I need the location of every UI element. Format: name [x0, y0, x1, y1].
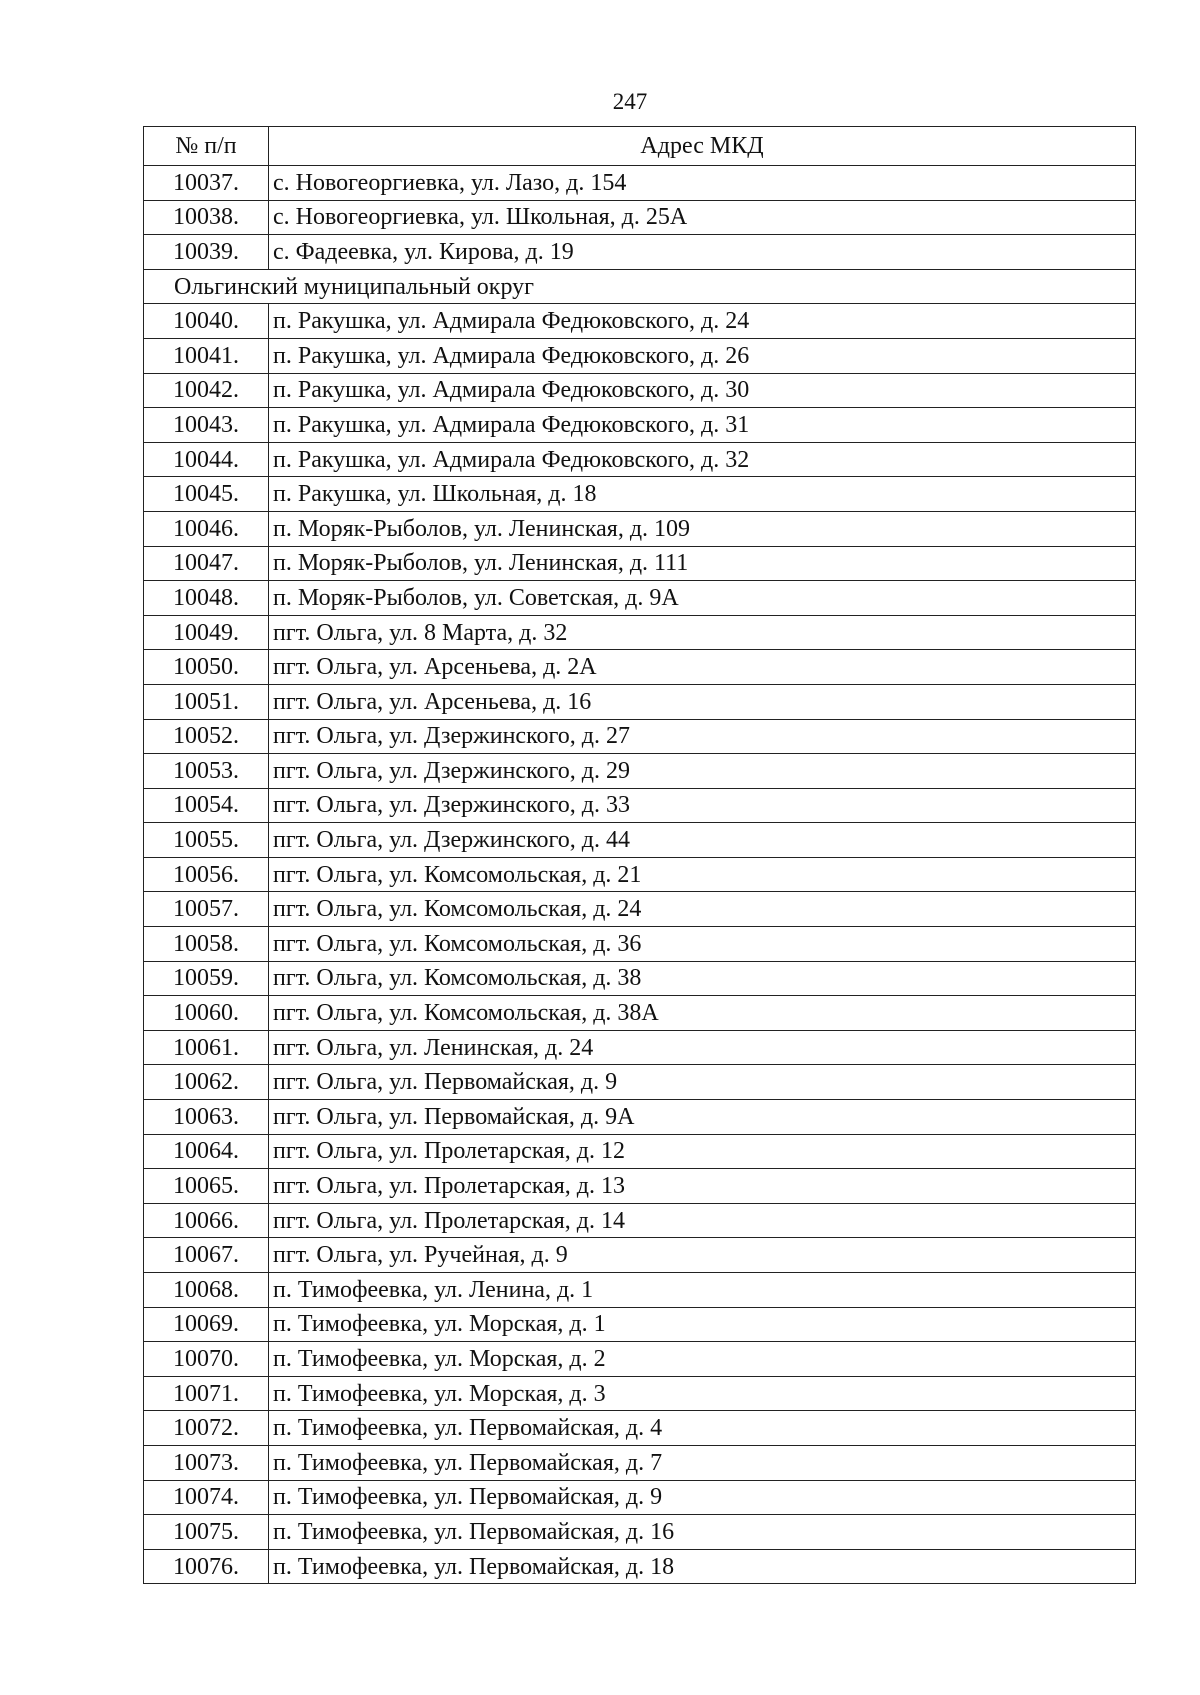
row-address: п. Ракушка, ул. Адмирала Федюковского, д. 26	[269, 338, 1136, 373]
row-number: 10044.	[144, 442, 269, 477]
row-number: 10053.	[144, 754, 269, 789]
table-row	[144, 1030, 1136, 1065]
row-address: п. Тимофеевка, ул. Морская, д. 2	[269, 1342, 1136, 1377]
row-number: 10047.	[144, 546, 269, 581]
row-address: п. Тимофеевка, ул. Первомайская, д. 16	[269, 1515, 1136, 1550]
row-address: пгт. Ольга, ул. Комсомольская, д. 38А	[269, 996, 1136, 1031]
row-number: 10045.	[144, 477, 269, 512]
row-number: 10074.	[144, 1480, 269, 1515]
row-number: 10046.	[144, 511, 269, 546]
row-number: 10063.	[144, 1100, 269, 1135]
row-number: 10057.	[144, 892, 269, 927]
row-address: пгт. Ольга, ул. Комсомольская, д. 36	[269, 927, 1136, 962]
section-title: Ольгинский муниципальный округ	[144, 269, 1136, 304]
row-address: п. Тимофеевка, ул. Морская, д. 1	[269, 1307, 1136, 1342]
row-address: п. Ракушка, ул. Адмирала Федюковского, д. 24	[269, 304, 1136, 339]
row-number: 10062.	[144, 1065, 269, 1100]
row-address: пгт. Ольга, ул. Комсомольская, д. 38	[269, 961, 1136, 996]
table-row	[144, 684, 1136, 719]
row-address: пгт. Ольга, ул. Арсеньева, д. 2А	[269, 650, 1136, 685]
row-number: 10058.	[144, 927, 269, 962]
row-number: 10068.	[144, 1273, 269, 1308]
column-header-number: № п/п	[144, 127, 269, 166]
table-row	[144, 1238, 1136, 1273]
table-row	[144, 1515, 1136, 1550]
row-address: пгт. Ольга, ул. Дзержинского, д. 44	[269, 823, 1136, 858]
row-number: 10072.	[144, 1411, 269, 1446]
table-row	[144, 1549, 1136, 1584]
row-number: 10051.	[144, 684, 269, 719]
row-number: 10061.	[144, 1030, 269, 1065]
row-number: 10059.	[144, 961, 269, 996]
page-number: 247	[612, 89, 648, 114]
table-row	[144, 823, 1136, 858]
row-number: 10056.	[144, 857, 269, 892]
table-body	[144, 166, 1136, 1584]
row-number: 10073.	[144, 1445, 269, 1480]
table-header-row	[144, 127, 1136, 166]
table-row	[144, 1065, 1136, 1100]
row-address: пгт. Ольга, ул. Комсомольская, д. 21	[269, 857, 1136, 892]
table-row	[144, 1100, 1136, 1135]
row-number: 10042.	[144, 373, 269, 408]
row-address: п. Тимофеевка, ул. Первомайская, д. 4	[269, 1411, 1136, 1446]
table-row	[144, 1445, 1136, 1480]
row-address: пгт. Ольга, ул. 8 Марта, д. 32	[269, 615, 1136, 650]
table-row	[144, 1376, 1136, 1411]
row-address: п. Ракушка, ул. Школьная, д. 18	[269, 477, 1136, 512]
table-row	[144, 996, 1136, 1031]
section-row	[144, 269, 1136, 304]
table-row	[144, 442, 1136, 477]
row-number: 10040.	[144, 304, 269, 339]
row-number: 10050.	[144, 650, 269, 685]
table-row	[144, 546, 1136, 581]
row-address: с. Новогеоргиевка, ул. Лазо, д. 154	[269, 166, 1136, 201]
row-address: пгт. Ольга, ул. Пролетарская, д. 14	[269, 1203, 1136, 1238]
row-number: 10069.	[144, 1307, 269, 1342]
row-number: 10041.	[144, 338, 269, 373]
table-row	[144, 1203, 1136, 1238]
table-row	[144, 304, 1136, 339]
row-address: п. Ракушка, ул. Адмирала Федюковского, д. 32	[269, 442, 1136, 477]
row-number: 10043.	[144, 408, 269, 443]
row-address: пгт. Ольга, ул. Ручейная, д. 9	[269, 1238, 1136, 1273]
row-address: пгт. Ольга, ул. Ленинская, д. 24	[269, 1030, 1136, 1065]
row-number: 10070.	[144, 1342, 269, 1377]
table-row	[144, 1342, 1136, 1377]
row-address: пгт. Ольга, ул. Дзержинского, д. 29	[269, 754, 1136, 789]
row-number: 10054.	[144, 788, 269, 823]
table-row	[144, 581, 1136, 616]
table-row	[144, 650, 1136, 685]
row-address: п. Тимофеевка, ул. Первомайская, д. 9	[269, 1480, 1136, 1515]
row-number: 10076.	[144, 1549, 269, 1584]
row-address: п. Моряк-Рыболов, ул. Ленинская, д. 109	[269, 511, 1136, 546]
row-address: пгт. Ольга, ул. Пролетарская, д. 13	[269, 1169, 1136, 1204]
table-row	[144, 408, 1136, 443]
row-number: 10067.	[144, 1238, 269, 1273]
table-row	[144, 511, 1136, 546]
row-number: 10060.	[144, 996, 269, 1031]
row-address: п. Моряк-Рыболов, ул. Советская, д. 9А	[269, 581, 1136, 616]
row-number: 10071.	[144, 1376, 269, 1411]
row-address: пгт. Ольга, ул. Арсеньева, д. 16	[269, 684, 1136, 719]
table-row	[144, 1169, 1136, 1204]
table-row	[144, 338, 1136, 373]
table-row	[144, 615, 1136, 650]
row-number: 10039.	[144, 235, 269, 270]
row-address: пгт. Ольга, ул. Пролетарская, д. 12	[269, 1134, 1136, 1169]
table-row	[144, 1273, 1136, 1308]
row-address: п. Тимофеевка, ул. Ленина, д. 1	[269, 1273, 1136, 1308]
table-row	[144, 1411, 1136, 1446]
row-number: 10052.	[144, 719, 269, 754]
row-address: п. Ракушка, ул. Адмирала Федюковского, д. 31	[269, 408, 1136, 443]
table-row	[144, 1134, 1136, 1169]
table-row	[144, 892, 1136, 927]
row-address: пгт. Ольга, ул. Дзержинского, д. 33	[269, 788, 1136, 823]
table-row	[144, 857, 1136, 892]
table-row	[144, 961, 1136, 996]
table-row	[144, 927, 1136, 962]
table-row	[144, 373, 1136, 408]
row-address: п. Моряк-Рыболов, ул. Ленинская, д. 111	[269, 546, 1136, 581]
address-table	[143, 126, 1136, 1584]
row-address: п. Тимофеевка, ул. Первомайская, д. 7	[269, 1445, 1136, 1480]
row-number: 10066.	[144, 1203, 269, 1238]
table-row	[144, 235, 1136, 270]
row-number: 10048.	[144, 581, 269, 616]
row-address: с. Новогеоргиевка, ул. Школьная, д. 25А	[269, 200, 1136, 235]
row-number: 10065.	[144, 1169, 269, 1204]
row-number: 10075.	[144, 1515, 269, 1550]
table-row	[144, 1307, 1136, 1342]
row-address: с. Фадеевка, ул. Кирова, д. 19	[269, 235, 1136, 270]
row-number: 10055.	[144, 823, 269, 858]
table-row	[144, 754, 1136, 789]
row-address: пгт. Ольга, ул. Первомайская, д. 9А	[269, 1100, 1136, 1135]
table-row	[144, 200, 1136, 235]
table-row	[144, 166, 1136, 201]
table-row	[144, 477, 1136, 512]
row-number: 10049.	[144, 615, 269, 650]
row-number: 10037.	[144, 166, 269, 201]
row-address: п. Тимофеевка, ул. Морская, д. 3	[269, 1376, 1136, 1411]
row-address: п. Ракушка, ул. Адмирала Федюковского, д. 30	[269, 373, 1136, 408]
column-header-address: Адрес МКД	[269, 127, 1136, 166]
row-address: пгт. Ольга, ул. Первомайская, д. 9	[269, 1065, 1136, 1100]
row-number: 10064.	[144, 1134, 269, 1169]
row-address: п. Тимофеевка, ул. Первомайская, д. 18	[269, 1549, 1136, 1584]
row-address: пгт. Ольга, ул. Дзержинского, д. 27	[269, 719, 1136, 754]
row-number: 10038.	[144, 200, 269, 235]
table-row	[144, 1480, 1136, 1515]
table-row	[144, 788, 1136, 823]
table-row	[144, 719, 1136, 754]
row-address: пгт. Ольга, ул. Комсомольская, д. 24	[269, 892, 1136, 927]
